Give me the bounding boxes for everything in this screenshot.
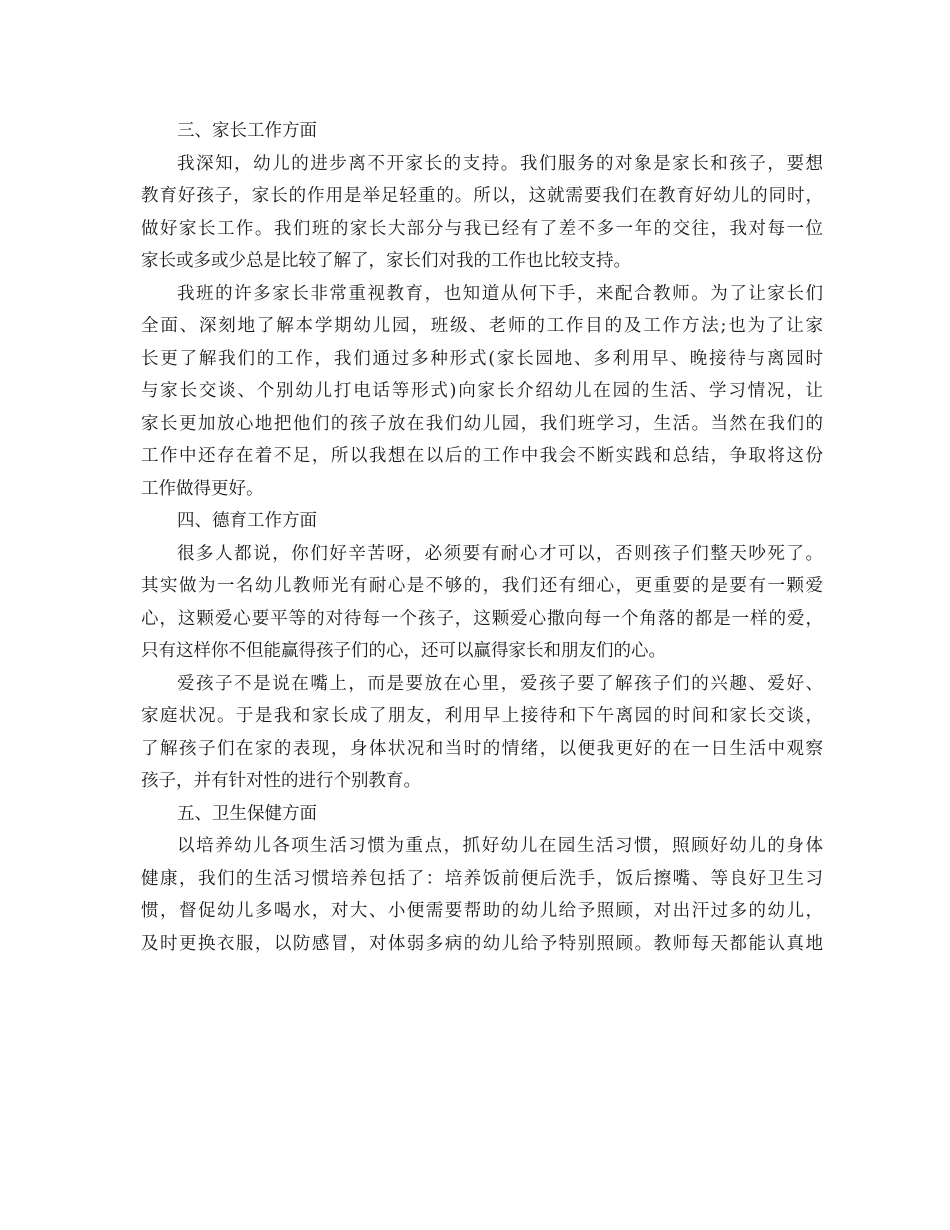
text-line: 健康，我们的生活习惯培养包括了：培养饭前便后洗手，饭后擦嘴、等良好卫生习 xyxy=(141,868,823,889)
text-line: 只有这样你不但能赢得孩子们的心，还可以赢得家长和朋友们的心。 xyxy=(141,641,666,661)
text-line: 爱孩子不是说在嘴上，而是要放在心里，爱孩子要了解孩子们的兴趣、爱好、 xyxy=(177,673,823,694)
text-line: 家长或多或少总是比较了解了，家长们对我的工作也比较支持。 xyxy=(141,251,631,271)
text-line: 工作做得更好。 xyxy=(141,478,264,499)
text-line: 长更了解我们的工作，我们通过多种形式(家长园地、多利用早、晚接待与离园时 xyxy=(141,348,823,369)
text-line: 全面、深刻地了解本学期幼儿园，班级、老师的工作目的及工作方法;也为了让家 xyxy=(141,316,823,336)
text-line: 很多人都说，你们好辛苦呀，必须要有耐心才可以，否则孩子们整天吵死了。 xyxy=(177,543,823,564)
text-line: 工作中还存在着不足，所以我想在以后的工作中我会不断实践和总结，争取将这份 xyxy=(141,446,823,466)
text-line: 以培养幼儿各项生活习惯为重点，抓好幼儿在园生活习惯，照顾好幼儿的身体 xyxy=(177,836,823,856)
text-line: 其实做为一名幼儿教师光有耐心是不够的，我们还有细心，更重要的是要有一颗爱 xyxy=(141,576,823,596)
text-line: 做好家长工作。我们班的家长大部分与我已经有了差不多一年的交往，我对每一位 xyxy=(141,218,823,239)
section-heading: 三、家长工作方面 xyxy=(177,121,317,141)
text-line: 我班的许多家长非常重视教育，也知道从何下手，来配合教师。为了让家长们 xyxy=(177,283,823,304)
text-line: 孩子，并有针对性的进行个别教育。 xyxy=(141,771,421,791)
text-line: 惯，督促幼儿多喝水，对大、小便需要帮助的幼儿给予照顾，对出汗过多的幼儿， xyxy=(141,901,823,921)
text-line: 教育好孩子，家长的作用是举足轻重的。所以，这就需要我们在教育好幼儿的同时， xyxy=(141,186,823,206)
text-line: 家长更加放心地把他们的孩子放在我们幼儿园，我们班学习，生活。当然在我们的 xyxy=(141,413,823,434)
text-line: 心，这颗爱心要平等的对待每一个孩子，这颗爱心撒向每一个角落的都是一样的爱， xyxy=(141,608,823,629)
text-line: 我深知，幼儿的进步离不开家长的支持。我们服务的对象是家长和孩子，要想 xyxy=(177,153,823,174)
document-body xyxy=(141,115,823,960)
text-line: 与家长交谈、个别幼儿打电话等形式)向家长介绍幼儿在园的生活、学习情况，让 xyxy=(141,381,823,401)
text-line: 了解孩子们在家的表现，身体状况和当时的情绪，以便我更好的在一日生活中观察 xyxy=(141,738,823,759)
text-line: 及时更换衣服，以防感冒，对体弱多病的幼儿给予特别照顾。教师每天都能认真地 xyxy=(141,933,823,954)
section-heading: 四、德育工作方面 xyxy=(177,511,317,531)
section-heading: 五、卫生保健方面 xyxy=(177,803,317,824)
text-line: 家庭状况。于是我和家长成了朋友，利用早上接待和下午离园的时间和家长交谈， xyxy=(141,706,823,726)
